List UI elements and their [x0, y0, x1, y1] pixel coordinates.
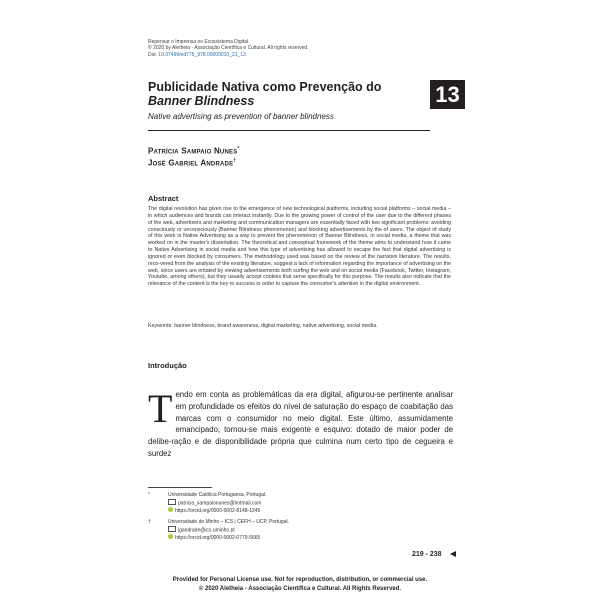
intro-heading: Introdução [148, 361, 187, 370]
author-name: Patrícia Sampaio Nunes [148, 146, 238, 156]
chapter-title-italic: Banner Blindness [148, 94, 255, 108]
abstract-text: The digital revolution has given rise to the emergence of new technological platforms, including social platforms – social media – in which audiences and brands can interact instantly. Due to the growing power of control of the user due to the different phases of the web, advertisers and marketing and communication managers are essentially faced with two significant problems: avoiding consciously or unconsciously (Banner Blindness phenomenon) and blocking advertisements by the of users. The object of study of this work is Native Advertising as a way to prevent the phenomenon of Banner Blindness, in social media, a theme that was worked on in the master's dissertation. The theoretical and conceptual framework of the theme aims to understand how it came to Native Advertising in social media and how this type of advertising has allowed to escape the fact that digital advertising is ignored or even blocked by consumers. The methodology used was based on the review of the narrative literature. The results, reco-vered from the analysis of the existing literature, suggest a lack of information regarding the importance of advertising on the web, since users are irritated by viewing advertisements both surfing the web and on social media (Facebook, Twitter, Instagram, Youtube, among others), but they usually accept cookies that serve specifically for this purpose. The results also indicate that the relevance of the content is the key to success in order to capture the consumer's attention in the digital environment. [148, 206, 451, 288]
chapter-title-block [148, 80, 418, 122]
doi-line [148, 52, 309, 58]
footnote-orcid[interactable]: https://orcid.org/0000-0002-8148-1245 [175, 507, 261, 514]
author-mark: † [233, 158, 237, 164]
orcid-icon [168, 507, 173, 512]
doi-link[interactable]: 10.37499/ed775_978.00000010_21_13 [158, 51, 246, 58]
footnote-divider [148, 487, 212, 488]
title-divider [148, 130, 430, 131]
orcid-icon [168, 534, 173, 539]
footnote-1 [148, 492, 266, 516]
copyright-footer: © 2020 Aletheia - Associação Científica e Cultural. All Rights Reserved. [198, 586, 402, 592]
footnote-mark: † [148, 519, 151, 525]
envelope-icon [168, 499, 176, 505]
footnote-email[interactable]: jgandrade@ics.uminho.pt [178, 527, 235, 534]
footnote-email[interactable]: patricia_sampaionunes@hotmail.com [178, 500, 262, 507]
intro-text: endo em conta as problemáticas da era digital, afigurou-se pertinente analisar em profundidade os efeitos do nível de saturação do espaço de coabitação das marcas com o consumidor no meio digital. Este último, assumidamente emancipado, tornou-se mais exigente e esquivo: dotado de maior poder de delibe-ração e de disponibilidade própria que culmina num certo tipo de cegueira e surdez [148, 390, 453, 458]
keywords: Keywords: banner blindness, brand awareness, digital marketing, native advertising, social media. [148, 323, 378, 329]
footnote-affiliation: Universidade do Minho – ICS | CEFH – UCP, Portugal. [168, 519, 289, 525]
abstract-heading: Abstract [148, 194, 179, 203]
triangle-left-icon [450, 551, 456, 557]
page-range [412, 551, 456, 558]
book-title: Repensar o Imprensa no Ecossistema Digital [148, 39, 249, 45]
author-2 [148, 158, 236, 168]
drop-cap: T [148, 386, 173, 431]
envelope-icon [168, 526, 176, 532]
author-mark: * [237, 146, 240, 152]
footnote-2 [148, 519, 289, 543]
chapter-title: Publicidade Nativa como Prevenção do [148, 80, 382, 94]
page-range-text: 219 - 238 [412, 551, 442, 558]
license-footer: Provided for Personal License use. Not for reproduction, distribution, or commercial use. [172, 577, 428, 583]
footnote-affiliation: Universidade Católica Portuguesa, Portugal. [168, 492, 267, 498]
chapter-number-badge: 13 [430, 80, 465, 109]
footnote-mark: * [148, 492, 150, 498]
doi-label: Doi: [148, 51, 157, 58]
footnote-orcid[interactable]: https://orcid.org/0000-0002-0779-5665 [175, 534, 261, 541]
chapter-subtitle: Native advertising as prevention of banner blindness [148, 112, 334, 121]
publication-meta [148, 39, 309, 58]
copyright-line: © 2020 by Aletheia - Associação Científica e Cultural. All rights reserved. [148, 45, 309, 52]
author-name: José Gabriel Andrade [148, 158, 234, 168]
author-1 [148, 146, 240, 156]
intro-paragraph [148, 386, 453, 460]
